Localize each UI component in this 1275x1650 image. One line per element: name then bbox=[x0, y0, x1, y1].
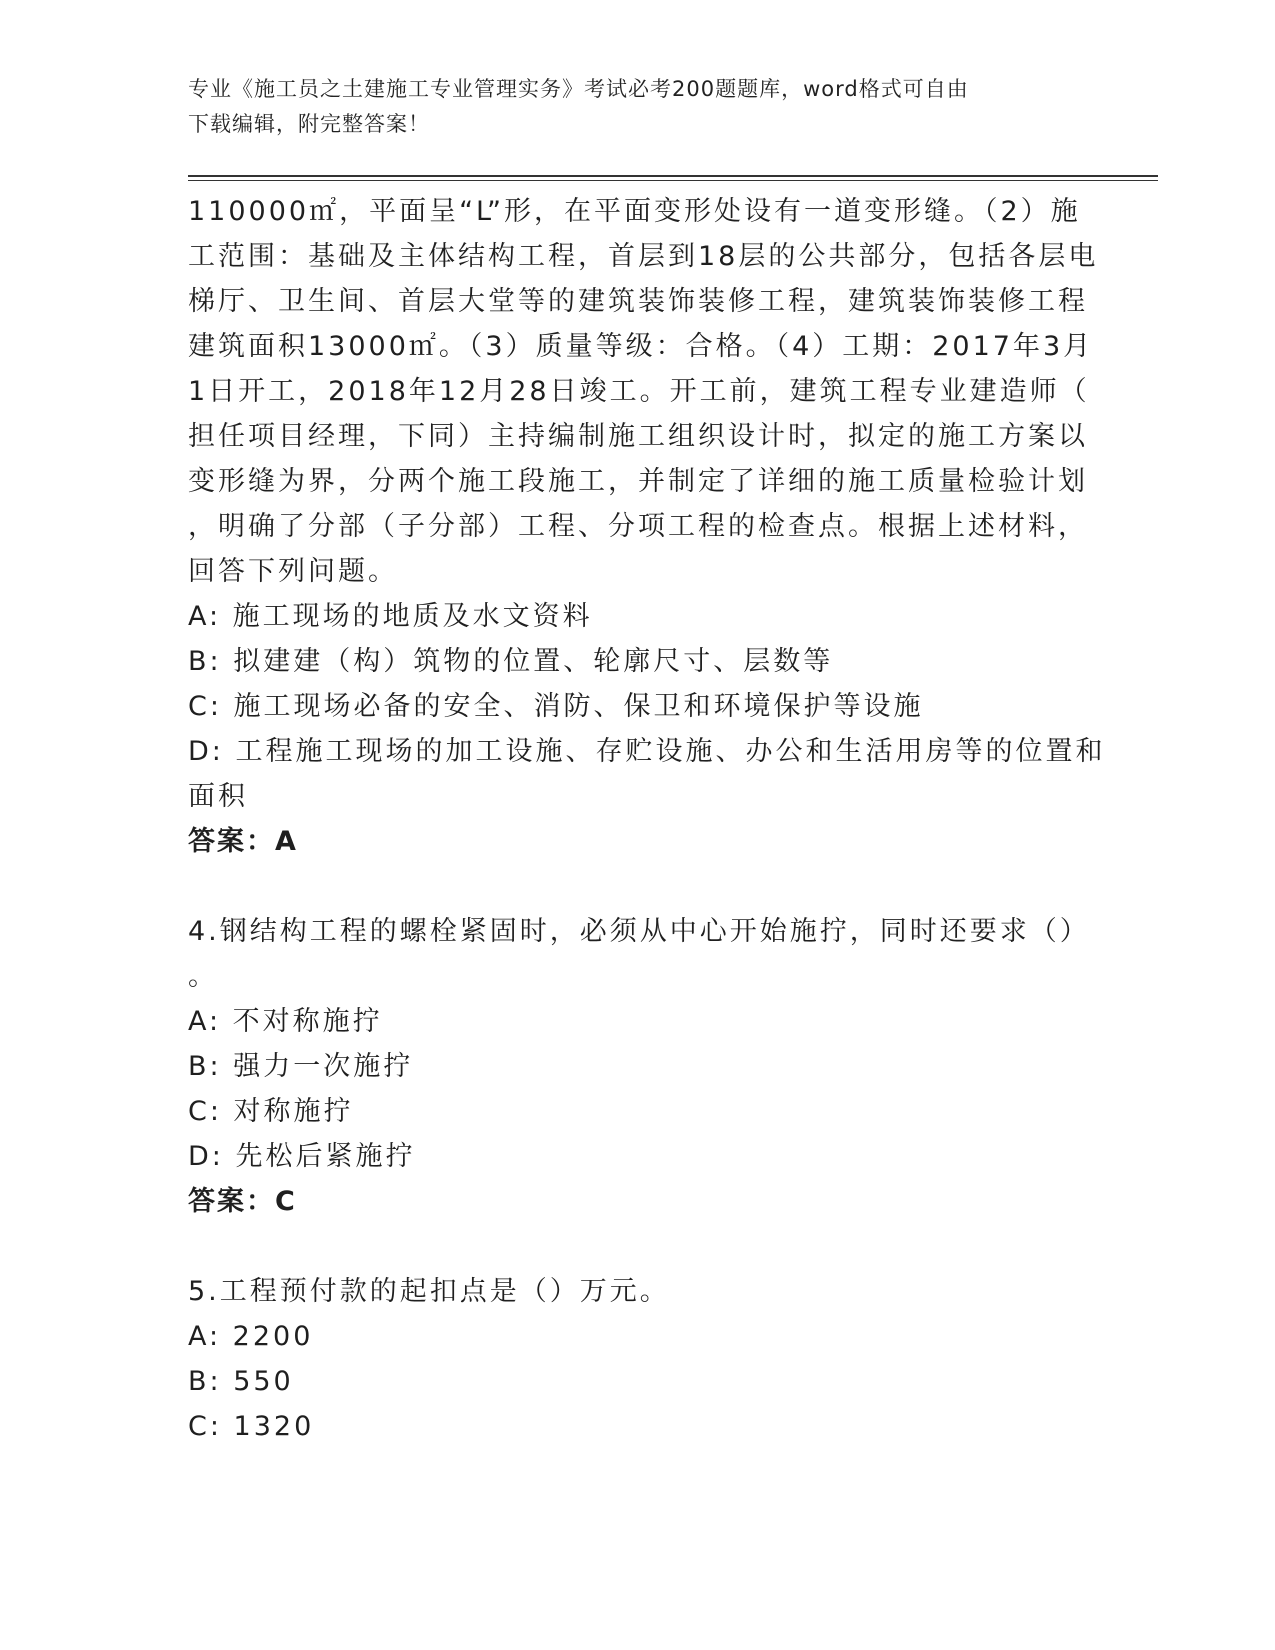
question-3-option-b: B: 拟建建（构）筑物的位置、轮廓尺寸、层数等 bbox=[188, 646, 834, 677]
question-3-option-d-continued: 面积 bbox=[188, 781, 248, 812]
question-4-option-a: A: 不对称施拧 bbox=[188, 1006, 383, 1037]
question-4 bbox=[188, 909, 1088, 1224]
question-3-answer: 答案：A bbox=[188, 826, 298, 857]
document-body bbox=[188, 189, 1106, 1449]
question-3-stem-line: ，明确了分部（子分部）工程、分项工程的检查点。根据上述材料， bbox=[188, 511, 1088, 542]
question-4-answer: 答案：C bbox=[188, 1186, 297, 1217]
question-3-stem-line: 1日开工，2018年12月28日竣工。开工前，建筑工程专业建造师（ bbox=[188, 376, 1090, 407]
question-3-option-a: A: 施工现场的地质及水文资料 bbox=[188, 601, 593, 632]
header-divider-thin bbox=[188, 180, 1158, 181]
header-divider-thick bbox=[188, 175, 1158, 177]
question-4-stem: 4.钢结构工程的螺栓紧固时，必须从中心开始施拧，同时还要求（） bbox=[188, 916, 1090, 947]
question-5 bbox=[188, 1269, 1088, 1449]
header-line-2: 下载编辑，附完整答案！ bbox=[188, 112, 430, 136]
question-4-option-c: C: 对称施拧 bbox=[188, 1096, 354, 1127]
question-5-option-b: B: 550 bbox=[188, 1366, 294, 1397]
question-5-option-c: C: 1320 bbox=[188, 1411, 315, 1442]
question-3-stem-line: 建筑面积13000㎡。（3）质量等级：合格。（4）工期：2017年3月 bbox=[188, 331, 1094, 362]
header-line-1: 专业《施工员之土建施工专业管理实务》考试必考200题题库，word格式可自由 bbox=[188, 77, 969, 101]
question-4-option-b: B: 强力一次施拧 bbox=[188, 1051, 414, 1082]
question-3-option-d: D: 工程施工现场的加工设施、存贮设施、办公和生活用房等的位置和 bbox=[188, 736, 1106, 767]
question-4-stem-continued: 。 bbox=[188, 961, 218, 992]
question-3 bbox=[188, 189, 1106, 864]
question-4-option-d: D: 先松后紧施拧 bbox=[188, 1141, 416, 1172]
question-3-stem-line: 担任项目经理，下同）主持编制施工组织设计时，拟定的施工方案以 bbox=[188, 421, 1088, 452]
spacer bbox=[188, 1224, 1088, 1269]
question-3-option-c: C: 施工现场必备的安全、消防、保卫和环境保护等设施 bbox=[188, 691, 924, 722]
question-3-stem-line: 梯厅、卫生间、首层大堂等的建筑装饰装修工程，建筑装饰装修工程 bbox=[188, 286, 1088, 317]
spacer bbox=[188, 864, 1088, 909]
question-3-stem-line: 110000㎡，平面呈“L”形，在平面变形处设有一道变形缝。（2）施 bbox=[188, 196, 1081, 227]
document-header bbox=[188, 72, 1088, 142]
question-5-option-a: A: 2200 bbox=[188, 1321, 314, 1352]
question-5-stem: 5.工程预付款的起扣点是（）万元。 bbox=[188, 1276, 670, 1307]
question-3-stem-line: 回答下列问题。 bbox=[188, 556, 398, 587]
question-3-stem-line: 变形缝为界，分两个施工段施工，并制定了详细的施工质量检验计划 bbox=[188, 466, 1088, 497]
question-3-stem-line: 工范围：基础及主体结构工程，首层到18层的公共部分，包括各层电 bbox=[188, 241, 1099, 272]
